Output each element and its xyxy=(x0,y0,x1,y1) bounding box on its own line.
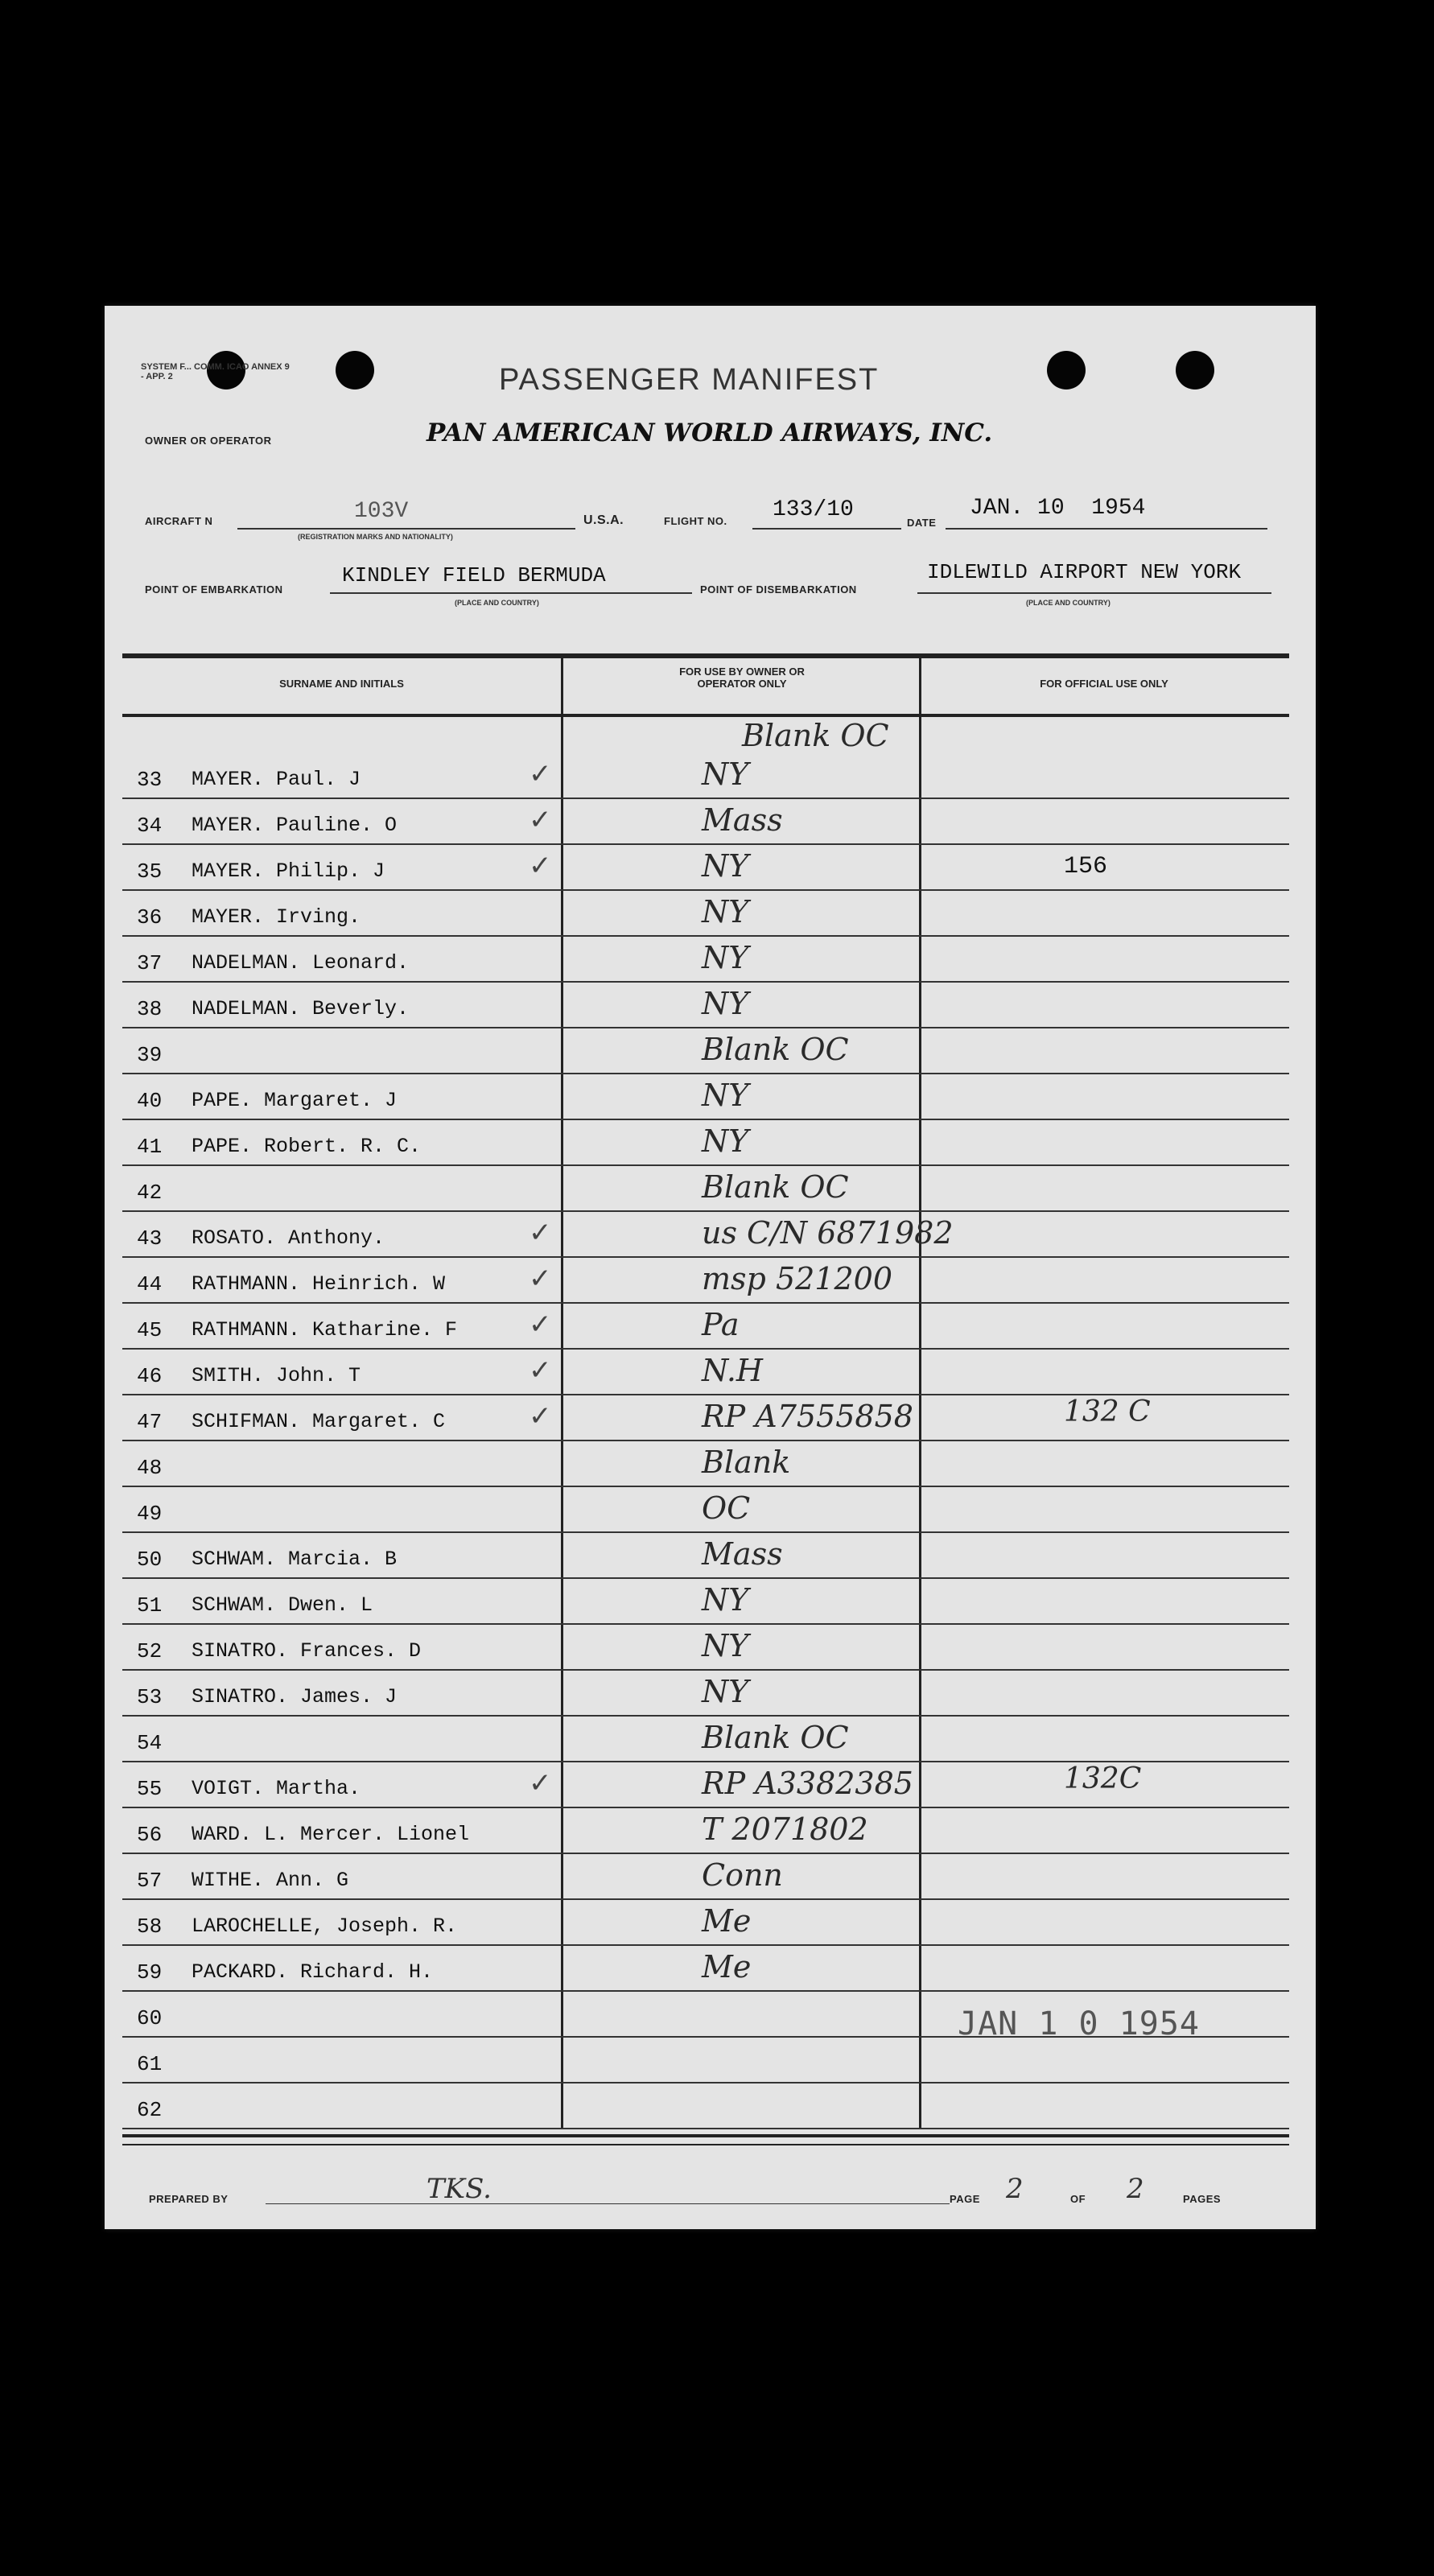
check-mark: ✓ xyxy=(529,1767,552,1799)
row-number: 44 xyxy=(137,1272,163,1296)
date-line xyxy=(946,528,1267,530)
passenger-name: SCHWAM. Dwen. L xyxy=(192,1593,373,1617)
row-number: 56 xyxy=(137,1823,163,1847)
table-row xyxy=(122,753,1289,799)
disembarkation-value: IDLEWILD AIRPORT NEW YORK xyxy=(927,560,1242,584)
table-row xyxy=(122,1074,1289,1120)
row-number: 55 xyxy=(137,1777,163,1801)
table-row xyxy=(122,1533,1289,1579)
manifest-sheet xyxy=(105,306,1316,2229)
owner-use-note: Blank OC xyxy=(702,1032,849,1067)
row-number: 47 xyxy=(137,1410,163,1434)
passenger-name: SMITH. John. T xyxy=(192,1364,361,1387)
owner-use-note: NY xyxy=(702,1582,749,1618)
table-row xyxy=(122,1350,1289,1395)
check-mark: ✓ xyxy=(529,1400,552,1432)
row-number: 53 xyxy=(137,1685,163,1709)
row-number: 50 xyxy=(137,1548,163,1572)
check-mark: ✓ xyxy=(529,1217,552,1249)
passenger-name: PACKARD. Richard. H. xyxy=(192,1960,434,1984)
place-note-2: (PLACE AND COUNTRY) xyxy=(1026,599,1111,607)
owner-use-note: NY xyxy=(702,894,749,929)
of-label: OF xyxy=(1070,2193,1086,2205)
owner-use-note: NY xyxy=(702,756,749,792)
passenger-name: NADELMAN. Beverly. xyxy=(192,997,410,1020)
official-use-value: 156 xyxy=(1064,853,1108,880)
footer-rule xyxy=(122,2134,1289,2145)
table-row xyxy=(122,1762,1289,1808)
passenger-name: ROSATO. Anthony. xyxy=(192,1226,385,1250)
table-row xyxy=(122,1717,1289,1762)
check-mark: ✓ xyxy=(529,850,552,882)
check-mark: ✓ xyxy=(529,1309,552,1341)
passenger-name: MAYER. Irving. xyxy=(192,905,361,929)
owner-use-note: Conn xyxy=(702,1857,783,1893)
aircraft-value: 103V xyxy=(354,499,409,524)
passenger-table xyxy=(122,653,1289,2129)
punch-hole xyxy=(1176,351,1214,389)
owner-use-note: NY xyxy=(702,1674,749,1709)
owner-use-note: NY xyxy=(702,848,749,884)
row-number: 43 xyxy=(137,1226,163,1251)
table-row xyxy=(122,1579,1289,1625)
row-number: 42 xyxy=(137,1181,163,1205)
disembarkation-line xyxy=(917,592,1271,594)
passenger-name: PAPE. Margaret. J xyxy=(192,1089,398,1112)
owner-use-note: Mass xyxy=(702,802,783,838)
page-title: PASSENGER MANIFEST xyxy=(499,363,880,397)
row-number: 60 xyxy=(137,2006,163,2030)
passenger-name: MAYER. Paul. J xyxy=(192,768,361,791)
aircraft-label: AIRCRAFT N xyxy=(145,515,213,527)
prepared-line xyxy=(266,2203,950,2204)
table-row xyxy=(122,1808,1289,1854)
owner-use-note: NY xyxy=(702,940,749,975)
row-number: 40 xyxy=(137,1089,163,1113)
row-number: 46 xyxy=(137,1364,163,1388)
row-number: 59 xyxy=(137,1960,163,1985)
prepared-label: PREPARED BY xyxy=(149,2193,229,2205)
table-row xyxy=(122,1028,1289,1074)
table-row xyxy=(122,937,1289,983)
table-row xyxy=(122,1900,1289,1946)
table-row xyxy=(122,1304,1289,1350)
table-row xyxy=(122,1487,1289,1533)
table-row xyxy=(122,1258,1289,1304)
passenger-name: RATHMANN. Katharine. F xyxy=(192,1318,458,1342)
passenger-name: WARD. L. Mercer. Lionel xyxy=(192,1823,470,1846)
flight-value: 133/10 xyxy=(773,497,854,522)
owner-use-note: N.H xyxy=(702,1353,764,1388)
passenger-name: MAYER. Philip. J xyxy=(192,859,385,883)
owner-use-note: NY xyxy=(702,1078,749,1113)
row-number: 35 xyxy=(137,859,163,884)
row-number: 49 xyxy=(137,1502,163,1526)
row-number: 37 xyxy=(137,951,163,975)
embarkation-value: KINDLEY FIELD BERMUDA xyxy=(342,563,606,587)
passenger-name: SCHWAM. Marcia. B xyxy=(192,1548,398,1571)
row-number: 61 xyxy=(137,2052,163,2076)
table-row xyxy=(122,1395,1289,1441)
passenger-name: LAROCHELLE, Joseph. R. xyxy=(192,1914,458,1938)
check-mark: ✓ xyxy=(529,1263,552,1295)
top-note: Blank OC xyxy=(742,718,889,753)
table-row xyxy=(122,983,1289,1028)
owner-use-note: NY xyxy=(702,986,749,1021)
official-use-value: 132C xyxy=(1064,1762,1142,1795)
passenger-name: NADELMAN. Leonard. xyxy=(192,951,410,975)
row-number: 39 xyxy=(137,1043,163,1067)
table-row xyxy=(122,1946,1289,1992)
owner-use-note: Blank OC xyxy=(702,1169,849,1205)
row-number: 58 xyxy=(137,1914,163,1939)
table-row xyxy=(122,891,1289,937)
owner-use-note: msp 521200 xyxy=(702,1261,892,1296)
owner-use-note: Blank OC xyxy=(702,1720,849,1755)
owner-use-note: RP A7555858 xyxy=(702,1399,913,1434)
table-header-rule xyxy=(122,714,1289,717)
owner-use-note: Pa xyxy=(702,1307,740,1342)
row-number: 36 xyxy=(137,905,163,929)
aircraft-line xyxy=(237,528,575,530)
table-row xyxy=(122,1120,1289,1166)
owner-use-note: OC xyxy=(702,1490,751,1526)
page-label: PAGE xyxy=(950,2193,980,2205)
owner-use-note: us C/N 6871982 xyxy=(702,1215,954,1251)
check-mark: ✓ xyxy=(529,1354,552,1387)
prepared-by-value: TKS. xyxy=(426,2173,492,2205)
passenger-name: MAYER. Pauline. O xyxy=(192,814,398,837)
table-row xyxy=(122,1671,1289,1717)
row-number: 41 xyxy=(137,1135,163,1159)
owner-use-note: NY xyxy=(702,1123,749,1159)
form-reference: SYSTEM F... COMM. ICAO ANNEX 9 - APP. 2 xyxy=(141,362,290,381)
table-row xyxy=(122,2038,1289,2083)
flight-line xyxy=(752,528,901,530)
header-owner-use: FOR USE BY OWNER OR OPERATOR ONLY xyxy=(679,666,805,690)
flight-label: FLIGHT NO. xyxy=(664,515,727,527)
embarkation-line xyxy=(330,592,692,594)
date-label: DATE xyxy=(907,517,937,529)
header-official-use: FOR OFFICIAL USE ONLY xyxy=(1040,678,1168,690)
passenger-name: VOIGT. Martha. xyxy=(192,1777,361,1800)
owner-use-note: RP A3382385 xyxy=(702,1766,913,1801)
table-row xyxy=(122,1854,1289,1900)
punch-hole xyxy=(336,351,374,389)
row-number: 54 xyxy=(137,1731,163,1755)
table-row xyxy=(122,799,1289,845)
table-row xyxy=(122,1166,1289,1212)
owner-use-note: Blank xyxy=(702,1445,791,1480)
owner-use-note: T 2071802 xyxy=(702,1811,868,1847)
table-row xyxy=(122,1441,1289,1487)
row-number: 38 xyxy=(137,997,163,1021)
row-number: 33 xyxy=(137,768,163,792)
page-value: 2 xyxy=(1006,2173,1024,2205)
table-top-rule xyxy=(122,653,1289,658)
passenger-name: SINATRO. Frances. D xyxy=(192,1639,422,1663)
owner-use-note: Mass xyxy=(702,1536,783,1572)
embarkation-label: POINT OF EMBARKATION xyxy=(145,583,283,596)
row-number: 62 xyxy=(137,2098,163,2122)
owner-label: OWNER OR OPERATOR xyxy=(145,435,272,447)
place-note: (PLACE AND COUNTRY) xyxy=(455,599,539,607)
passenger-name: SINATRO. James. J xyxy=(192,1685,398,1708)
check-mark: ✓ xyxy=(529,758,552,790)
check-mark: ✓ xyxy=(529,804,552,836)
date-value: JAN. 10 1954 xyxy=(970,496,1146,521)
pages-value: 2 xyxy=(1127,2173,1144,2205)
disembarkation-label: POINT OF DISEMBARKATION xyxy=(700,583,857,596)
pages-label: PAGES xyxy=(1183,2193,1222,2205)
row-number: 34 xyxy=(137,814,163,838)
passenger-name: PAPE. Robert. R. C. xyxy=(192,1135,422,1158)
table-row xyxy=(122,845,1289,891)
registration-note: (REGISTRATION MARKS AND NATIONALITY) xyxy=(298,533,453,541)
table-row xyxy=(122,1212,1289,1258)
passenger-name: RATHMANN. Heinrich. W xyxy=(192,1272,446,1296)
header-surname: SURNAME AND INITIALS xyxy=(279,678,404,690)
row-number: 57 xyxy=(137,1869,163,1893)
table-row xyxy=(122,1625,1289,1671)
row-number: 45 xyxy=(137,1318,163,1342)
table-row xyxy=(122,2083,1289,2129)
nationality: U.S.A. xyxy=(583,513,624,527)
date-stamp: JAN 1 0 1954 xyxy=(958,2005,1200,2042)
owner-use-note: NY xyxy=(702,1628,749,1663)
row-number: 52 xyxy=(137,1639,163,1663)
passenger-name: WITHE. Ann. G xyxy=(192,1869,349,1892)
operator-name: PAN AMERICAN WORLD AIRWAYS, INC. xyxy=(426,418,993,447)
passenger-name: SCHIFMAN. Margaret. C xyxy=(192,1410,446,1433)
row-number: 48 xyxy=(137,1456,163,1480)
punch-hole xyxy=(1047,351,1086,389)
row-number: 51 xyxy=(137,1593,163,1618)
owner-use-note: Me xyxy=(702,1949,752,1985)
official-use-value: 132 C xyxy=(1064,1395,1151,1428)
owner-use-note: Me xyxy=(702,1903,752,1939)
